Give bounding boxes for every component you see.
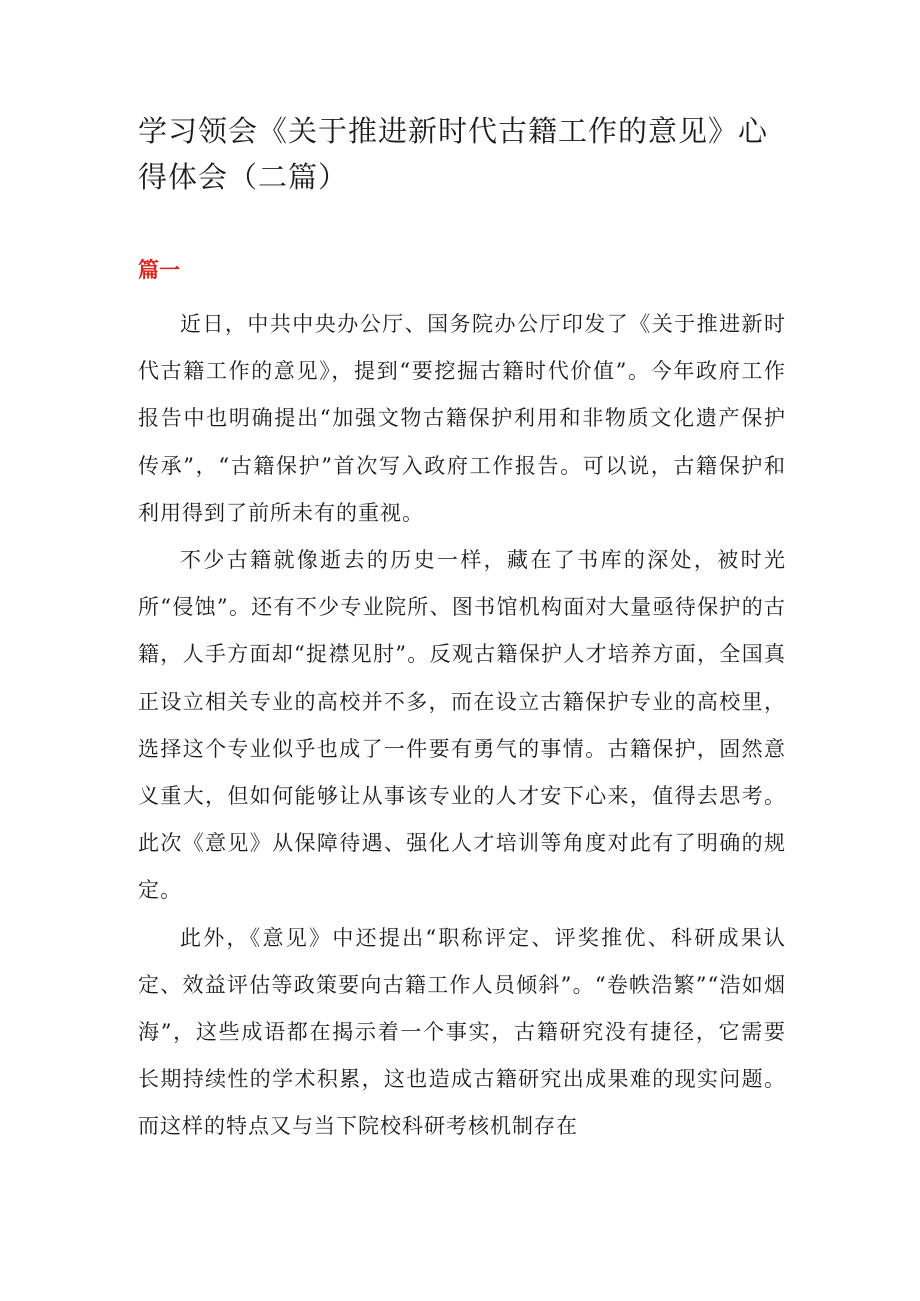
section-heading: 篇一 <box>138 257 180 282</box>
paragraph-3: 此外，《意见》中还提出“职称评定、评奖推优、科研成果认定、效益评估等政策要向古籍工作人员倾斜”。“卷帙浩繁”“浩如烟海”，这些成语都在揭示着一个事实，古籍研究没有捷径，它需要长期持续性的学术积累，这也造成古籍研究出成果难的现实问题。而这样的特点又与当下院校科研考核机制存在 <box>138 925 786 1139</box>
document-title: 学习领会《关于推进新时代古籍工作的意见》心得体会（二篇） <box>138 114 769 194</box>
document-body <box>138 301 786 1151</box>
paragraph-1: 近日，中共中央办公厅、国务院办公厅印发了《关于推进新时代古籍工作的意见》，提到“要挖掘古籍时代价值”。今年政府工作报告中也明确提出“加强文物古籍保护利用和非物质文化遗产保护传承”，“古籍保护”首次写入政府工作报告。可以说，古籍保护和利用得到了前所未有的重视。 <box>138 312 786 525</box>
paragraph-2: 不少古籍就像逝去的历史一样，藏在了书库的深处，被时光所“侵蚀”。还有不少专业院所、图书馆机构面对大量亟待保护的古籍，人手方面却“捉襟见肘”。反观古籍保护人才培养方面，全国真正设立相关专业的高校并不多，而在设立古籍保护专业的高校里，选择这个专业似乎也成了一件要有勇气的事情。古籍保护，固然意义重大，但如何能够让从事该专业的人才安下心来，值得去思考。此次《意见》从保障待遇、强化人才培训等角度对此有了明确的规定。 <box>138 548 786 903</box>
